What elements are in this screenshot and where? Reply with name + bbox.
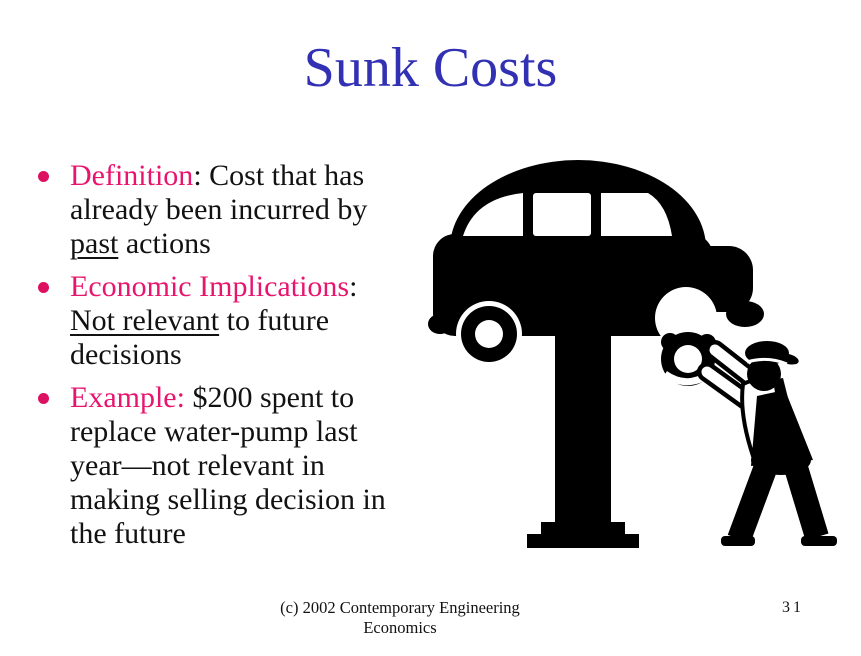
front-wheel-icon: [456, 301, 522, 367]
bullet-line: [70, 449, 436, 483]
car-lift-mechanic-graphic: [423, 146, 853, 566]
page-number: 31: [782, 599, 804, 616]
bullet-item: [36, 381, 436, 551]
bullet-dot-icon: [38, 282, 49, 293]
bullet-line: [70, 517, 436, 551]
bullet-text-segment: actions: [118, 227, 211, 260]
bullet-list: [36, 159, 436, 560]
bullet-line: [70, 193, 436, 227]
bullet-text-segment: the future: [70, 517, 186, 550]
bullet-line: [70, 381, 436, 415]
bullet-line: [70, 415, 436, 449]
bullet-text-segment: Example:: [70, 381, 185, 414]
bullet-line: [70, 483, 436, 517]
bullet-item: [36, 159, 436, 261]
bullet-item: [36, 270, 436, 372]
bullet-text-segment: past: [70, 227, 119, 260]
bullet-text-segment: already been incurred by: [70, 193, 368, 226]
copyright-line: Economics: [363, 618, 437, 637]
bullet-line: [70, 270, 436, 304]
bullet-text-segment: Not relevant: [70, 304, 220, 337]
copyright-line: (c) 2002 Contemporary Engineering: [280, 598, 520, 617]
car-lift-mechanic-illustration: [423, 146, 853, 566]
car-window: [533, 193, 591, 236]
bullet-text-segment: Economic Implications: [70, 270, 350, 303]
bullet-text-segment: year—not relevant in: [70, 449, 325, 482]
copyright-text: [270, 598, 530, 638]
bullet-text-segment: making selling decision in: [70, 483, 386, 516]
mechanic-icon: [707, 341, 837, 546]
bullet-text-segment: : Cost that has: [193, 159, 365, 192]
bullet-line: [70, 338, 436, 372]
bullet-text-segment: $200 spent to: [184, 381, 355, 414]
bullet-line: [70, 304, 436, 338]
bullet-line: [70, 159, 436, 193]
bullet-text-segment: :: [349, 270, 358, 303]
bullet-dot-icon: [38, 393, 49, 404]
bullet-text-segment: replace water-pump last: [70, 415, 358, 448]
bullet-text-segment: decisions: [70, 338, 182, 371]
bullet-text-segment: Definition: [70, 159, 194, 192]
page-title: Sunk Costs: [303, 37, 558, 99]
bullet-line: [70, 227, 436, 261]
bullet-text-segment: to future: [219, 304, 330, 337]
lift-post-icon: [527, 314, 639, 548]
bullet-dot-icon: [38, 171, 49, 182]
